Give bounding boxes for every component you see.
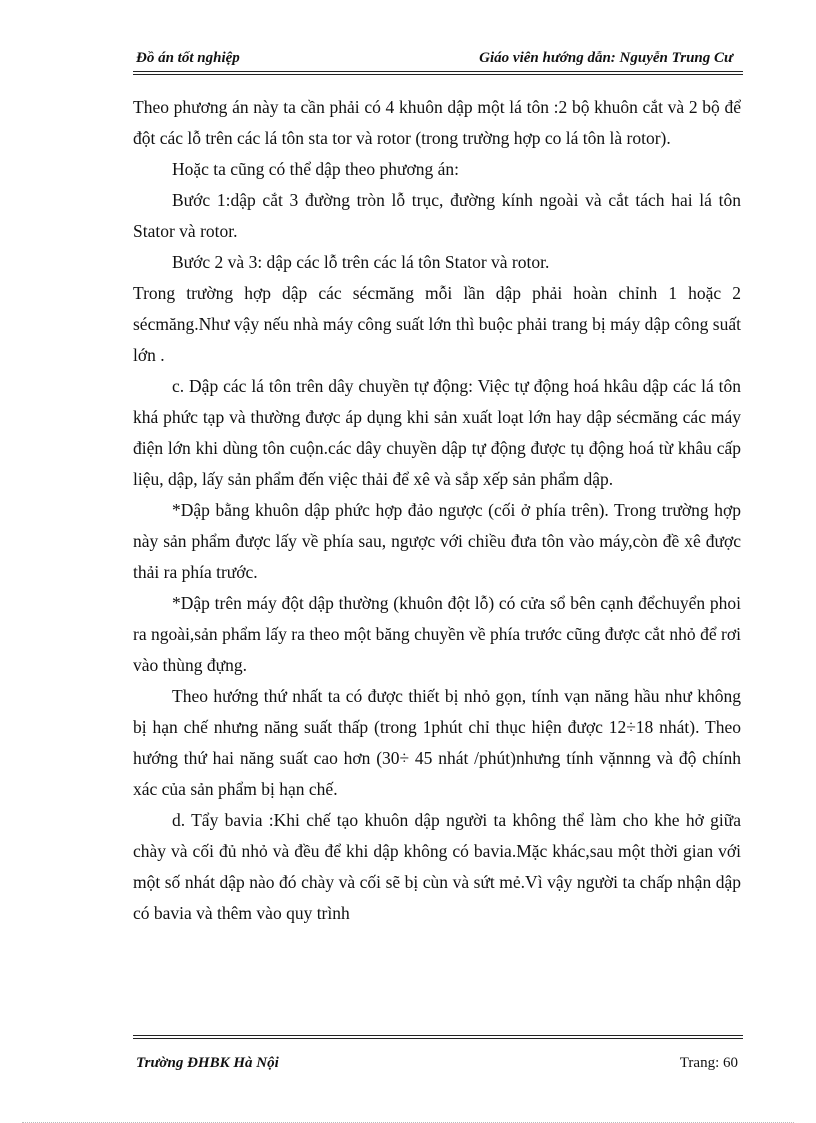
footer-divider xyxy=(133,1035,743,1039)
page-header xyxy=(133,50,743,72)
page-number: Trang: 60 xyxy=(679,1055,738,1071)
page-footer xyxy=(133,1055,743,1077)
paragraph: Hoặc ta cũng có thể dập theo phương án: xyxy=(172,159,459,179)
header-divider xyxy=(133,71,743,75)
header-project-title: Đồ án tốt nghiệp xyxy=(136,50,240,66)
paragraph: Bước 1:dập cắt 3 đường tròn lỗ trục, đường kính ngoài và cắt tách hai lá tôn Stator và rotor. xyxy=(133,190,741,241)
paragraph: Theo phương án này ta cần phải có 4 khuôn dập một lá tôn :2 bộ khuôn cắt và 2 bộ để đột các lỗ trên các lá tôn sta tor và rotor (trong trường hợp co lá tôn là rotor). xyxy=(133,97,741,148)
header-supervisor: Giáo viên hướng dẫn: Nguyễn Trung Cư xyxy=(479,50,733,66)
paragraph: Bước 2 và 3: dập các lỗ trên các lá tôn Stator và rotor. xyxy=(172,252,550,272)
paragraph: c. Dập các lá tôn trên dây chuyền tự động: Việc tự động hoá hkâu dập các lá tôn khá phức tạp và thường được áp dụng khi sản xuất loạt lớn hay dập sécmăng các máy điện lớn khi dùng tôn cuộn.các dây chuyền dập tự động được tụ động hoá từ khâu cấp liệu, dập, lấy sản phẩm đến việc thải để xê và sắp xếp sản phẩm dập. xyxy=(133,376,741,489)
paragraph: Trong trường hợp dập các sécmăng mỗi lần dập phải hoàn chỉnh 1 hoặc 2 sécmăng.Như vậy nếu nhà máy công suất lớn thì buộc phải trang bị máy dập công suất lớn . xyxy=(133,283,741,365)
paragraph: d. Tẩy bavia :Khi chế tạo khuôn dập người ta không thể làm cho khe hở giữa chày và cối đủ nhỏ và đều để khi dập không có bavia.Mặc khác,sau một thời gian với một số nhát dập nào đó chày và cối sẽ bị cùn và sứt mẻ.Vì vậy người ta chấp nhận dập có bavia và thêm vào quy trình xyxy=(133,810,741,923)
paragraph: *Dập bằng khuôn dập phức hợp đảo ngược (cối ở phía trên). Trong trường hợp này sản phẩm được lấy về phía sau, ngược với chiều đưa tôn vào máy,còn đề xê được thải ra phía trước. xyxy=(133,500,741,582)
footer-school: Trường ĐHBK Hà Nội xyxy=(136,1055,279,1071)
paragraph: *Dập trên máy đột dập thường (khuôn đột lỗ) có cửa sổ bên cạnh đểchuyển phoi ra ngoài,sản phẩm lấy ra theo một băng chuyền về phía trước cũng được cắt nhỏ để rơi vào thùng đựng. xyxy=(133,593,741,675)
paragraph: Theo hướng thứ nhất ta có được thiết bị nhỏ gọn, tính vạn năng hầu như không bị hạn chế nhưng năng suất thấp (trong 1phút chỉ thục hiện được 12÷18 nhát). Theo hướng thứ hai năng suất cao hơn (30÷ 45 nhát /phút)nhưng tính vặnnng và độ chính xác của sản phẩm bị hạn chế. xyxy=(133,686,741,799)
page-body xyxy=(133,92,741,929)
